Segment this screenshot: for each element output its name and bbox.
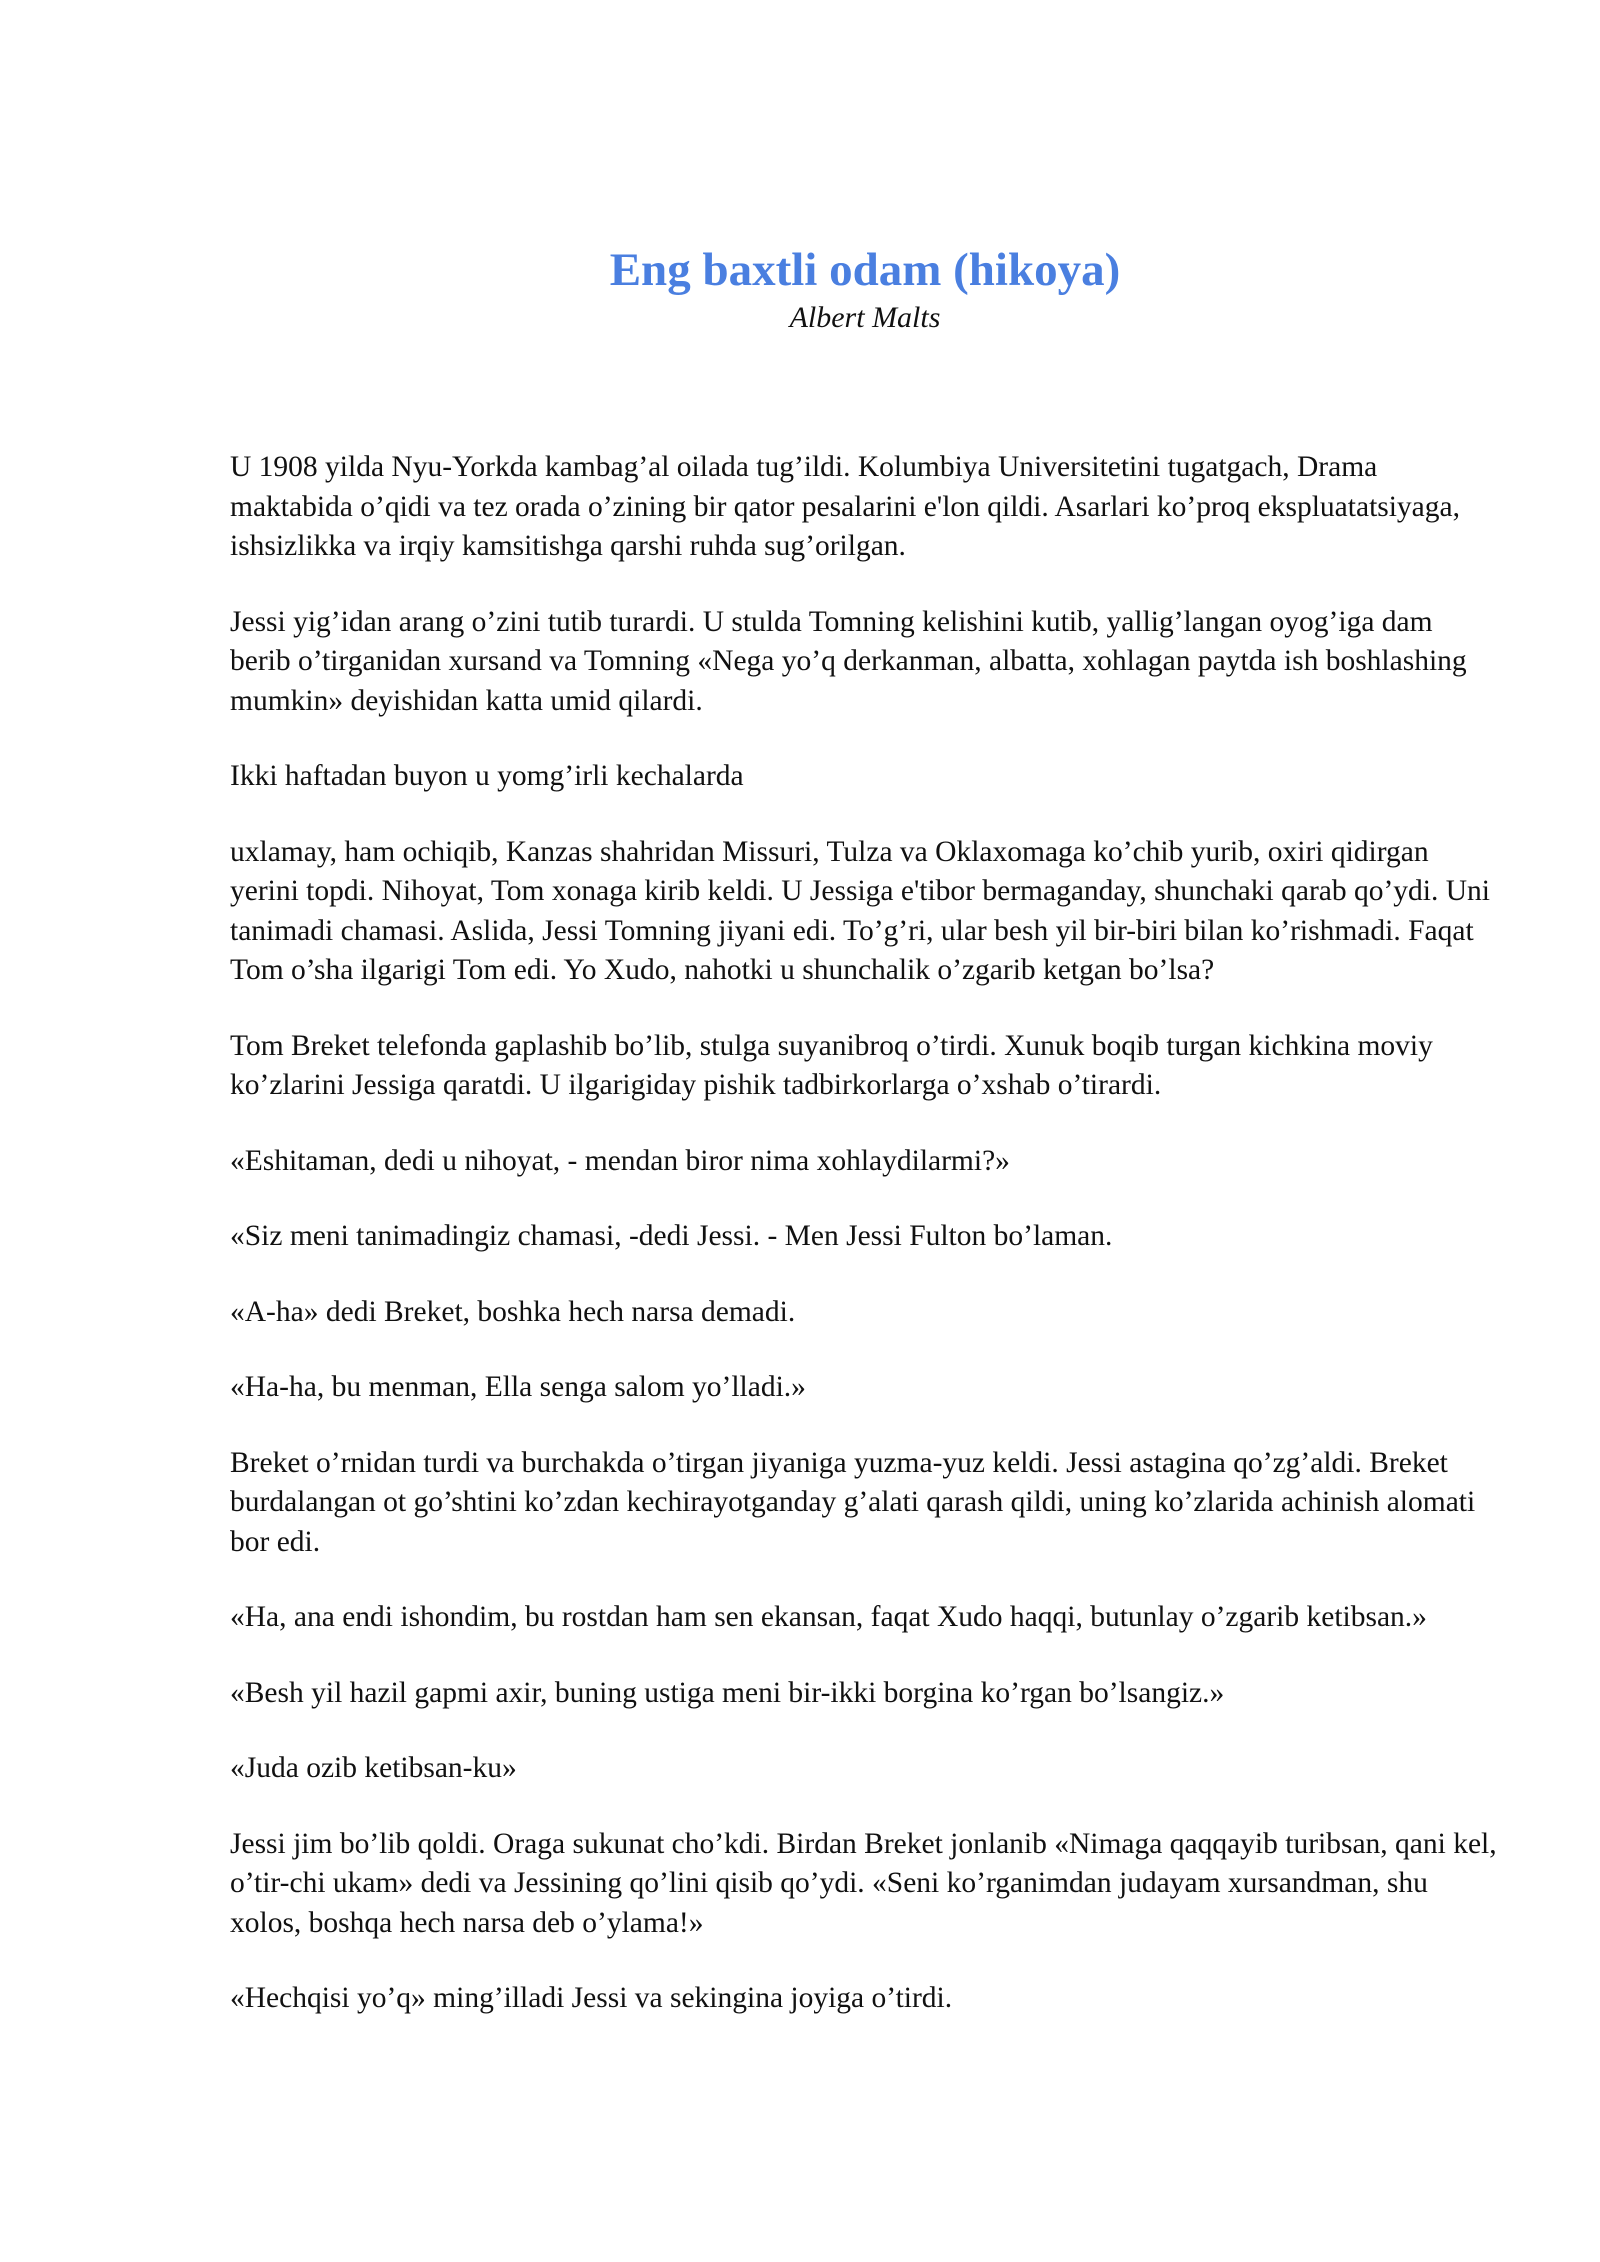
document-title: Eng baxtli odam (hikoya)	[609, 244, 1121, 296]
paragraph: «A-ha» dedi Breket, boshka hech narsa demadi.	[230, 1295, 796, 1328]
paragraph: Jessi jim bo’lib qoldi. Oraga sukunat cho’kdi. Birdan Breket jonlanib «Nimaga qaqqayib turibsan, qani kel, o’tir-chi ukam» dedi va Jessining qo’lini qisib qo’ydi. «Seni ko’rganimdan judayam xursandman, shu xolos, boshqa hech narsa deb o’ylama!»	[230, 1827, 1497, 1939]
paragraph: Breket o’rnidan turdi va burchakda o’tirgan jiyaniga yuzma-yuz keldi. Jessi astagina qo’zg’aldi. Breket burdalangan ot go’shtini ko’zdan kechirayotganday g’alati qarash qildi, uning ko’zlarida achinish alomati bor edi.	[230, 1446, 1476, 1558]
paragraph: U 1908 yilda Nyu-Yorkda kambag’al oilada tug’ildi. Kolumbiya Universitetini tugatgach, Drama maktabida o’qidi va tez orada o’zining bir qator pesalarini e'lon qildi. Asarlari ko’proq ekspluatatsiyaga, ishsizlikka va irqiy kamsitishga qarshi ruhda sug’orilgan.	[230, 451, 1460, 562]
paragraph: Ikki haftadan buyon u yomg’irli kechalarda	[230, 760, 744, 792]
paragraph: «Eshitaman, dedi u nihoyat, - mendan biror nima xohlaydilarmi?»	[230, 1144, 1010, 1177]
document-body	[230, 448, 1500, 2055]
document-author: Albert Malts	[789, 301, 941, 334]
paragraph: «Juda ozib ketibsan-ku»	[230, 1752, 517, 1784]
paragraph: «Besh yil hazil gapmi axir, buning ustiga meni bir-ikki borgina ko’rgan bo’lsangiz.»	[230, 1676, 1225, 1709]
paragraph: uxlamay, ham ochiqib, Kanzas shahridan Missuri, Tulza va Oklaxomaga ko’chib yurib, oxiri qidirgan yerini topdi. Nihoyat, Tom xonaga kirib keldi. U Jessiga e'tibor bermaganday, shunchaki qarab qo’ydi. Uni tanimadi chamasi. Aslida, Jessi Tomning jiyani edi. To’g’ri, ular besh yil bir-biri bilan ko’rishmadi. Faqat Tom o’sha ilgarigi Tom edi. Yo Xudo, nahotki u shunchalik o’zgarib ketgan bo’lsa?	[230, 835, 1491, 986]
paragraph: «Ha-ha, bu menman, Ella senga salom yo’lladi.»	[230, 1371, 806, 1403]
paragraph: Tom Breket telefonda gaplashib bo’lib, stulga suyanibroq o’tirdi. Xunuk boqib turgan kichkina moviy ko’zlarini Jessiga qaratdi. U ilgarigiday pishik tadbirkorlarga o’xshab o’tirardi.	[230, 1029, 1433, 1101]
title-block	[65, 240, 1600, 336]
paragraph: «Hechqisi yo’q» ming’illadi Jessi va sekingina joyiga o’tirdi.	[230, 1982, 953, 2014]
paragraph: Jessi yig’idan arang o’zini tutib turardi. U stulda Tomning kelishini kutib, yallig’langan oyog’iga dam berib o’tirganidan xursand va Tomning «Nega yo’q derkanman, albatta, xohlagan paytda ish boshlashing mumkin» deyishidan katta umid qilardi.	[230, 605, 1467, 717]
paragraph: «Siz meni tanimadingiz chamasi, -dedi Jessi. - Men Jessi Fulton bo’laman.	[230, 1220, 1113, 1252]
paragraph: «Ha, ana endi ishondim, bu rostdan ham sen ekansan, faqat Xudo haqqi, butunlay o’zgarib ketibsan.»	[230, 1601, 1427, 1633]
